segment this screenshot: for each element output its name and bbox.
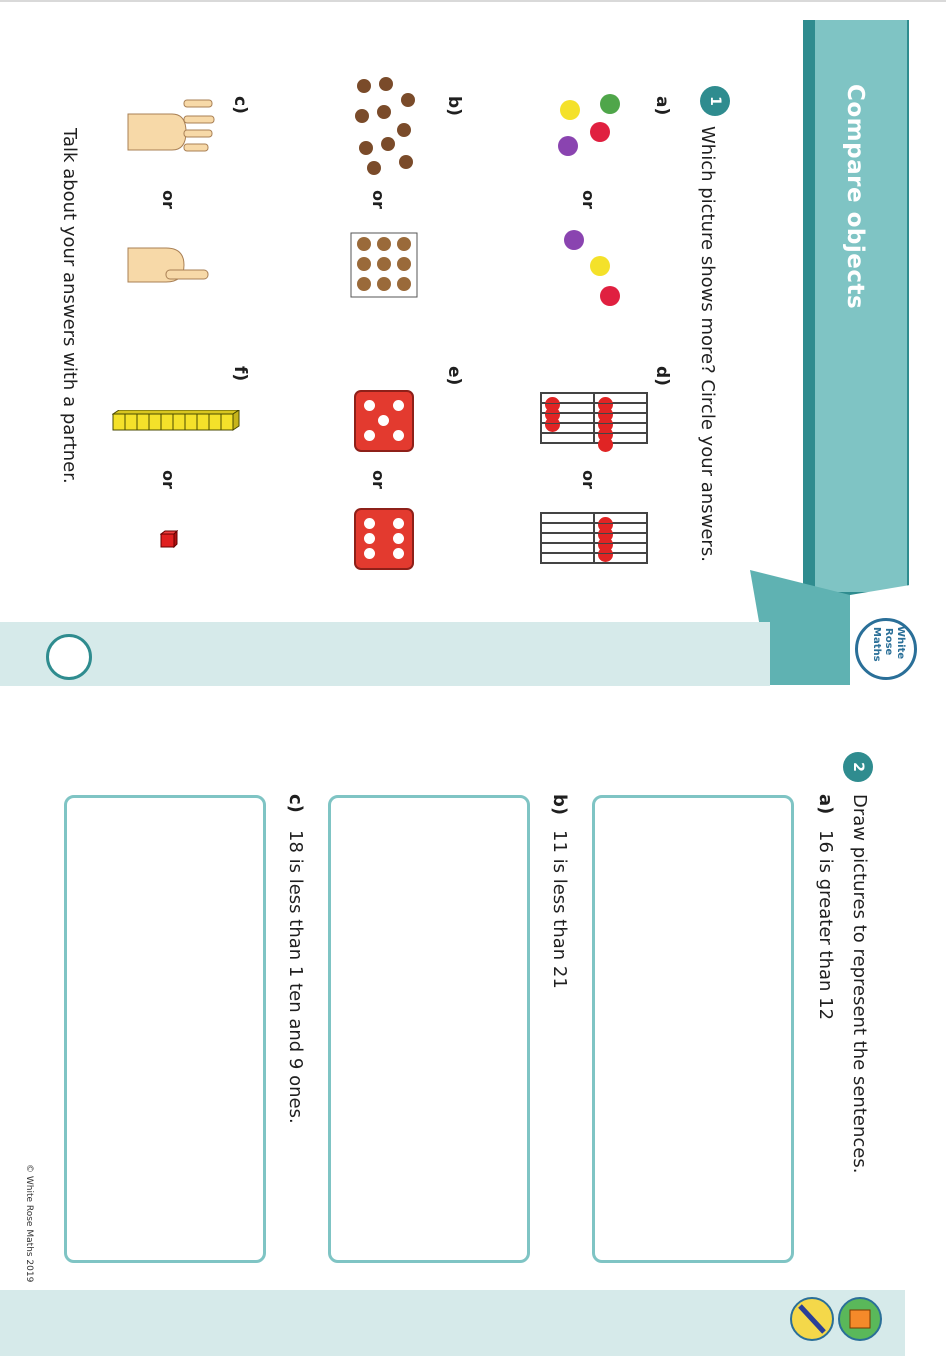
ten-frame-cell xyxy=(541,423,594,433)
q1-label-e: e) xyxy=(444,366,464,386)
ten-frame-cell xyxy=(541,513,594,523)
dice-five-icon xyxy=(354,390,414,452)
question-1-text: Which picture shows more? Circle your answers. xyxy=(697,126,718,562)
q1c-or: or xyxy=(159,190,178,209)
ten-frame-cell xyxy=(541,553,594,563)
ten-frame-cell xyxy=(541,403,594,413)
q1b-or: or xyxy=(369,190,388,209)
logo-text-white: White xyxy=(895,626,906,660)
q1e-or: or xyxy=(369,470,388,489)
dice-pip xyxy=(393,518,404,529)
ten-frame-cell xyxy=(594,423,647,433)
dice-pip xyxy=(364,548,375,559)
page1-footer-band xyxy=(0,622,770,686)
q1a-or: or xyxy=(579,190,598,209)
ten-frame-d-right xyxy=(540,512,648,564)
bears-group-a-right-icon xyxy=(556,224,636,310)
q2-text-c: 18 is less than 1 ten and 9 ones. xyxy=(285,830,306,1124)
ten-frame-cell xyxy=(594,533,647,543)
speech-bubble-icon xyxy=(46,634,92,680)
dice-pip xyxy=(364,430,375,441)
bears-group-a-left-icon xyxy=(550,90,634,166)
copyright-text: © White Rose Maths 2019 xyxy=(24,1164,34,1283)
q2-text-a: 16 is greater than 12 xyxy=(815,830,836,1021)
q1-label-a: a) xyxy=(652,96,672,116)
muffins-scattered-icon xyxy=(352,76,420,176)
question-2-number: 2 xyxy=(843,752,873,782)
open-hand-icon xyxy=(126,96,216,168)
q2-label-b: b) xyxy=(549,794,570,816)
logo-text-rose: Rose xyxy=(883,628,894,656)
ten-frame-cell xyxy=(541,433,594,443)
q1-label-d: d) xyxy=(652,366,672,386)
dice-pip xyxy=(393,548,404,559)
q1-label-b: b) xyxy=(444,96,464,116)
q1f-or: or xyxy=(159,470,178,489)
dice-pip xyxy=(393,400,404,411)
talk-prompt: Talk about your answers with a partner. xyxy=(59,128,80,484)
ten-frame-cell xyxy=(541,533,594,543)
ten-frame-cell xyxy=(594,543,647,553)
page-title: Compare objects xyxy=(842,84,868,310)
dice-pip xyxy=(364,400,375,411)
dice-six-icon xyxy=(354,508,414,570)
ten-frame-cell xyxy=(541,523,594,533)
answer-box-a[interactable] xyxy=(592,795,794,1263)
q2-text-b: 11 is less than 21 xyxy=(549,830,570,989)
ten-frame-cell xyxy=(594,513,647,523)
pencil-icon xyxy=(790,1296,834,1342)
ten-frame-cell xyxy=(594,553,647,563)
ten-frame-cell xyxy=(594,413,647,423)
dice-pip xyxy=(364,533,375,544)
ten-frame-cell xyxy=(541,393,594,403)
ten-frame-cell xyxy=(594,523,647,533)
ten-frame-d-left xyxy=(540,392,648,444)
muffin-tray-icon xyxy=(350,232,418,298)
dice-pip xyxy=(393,430,404,441)
q1-label-c: c) xyxy=(230,96,250,114)
q1-label-f: f) xyxy=(230,366,250,382)
page2-footer-band xyxy=(0,1290,905,1356)
ten-frame-cell xyxy=(594,403,647,413)
q1d-or: or xyxy=(579,470,598,489)
ten-frame-cell xyxy=(541,413,594,423)
cubes-icon xyxy=(838,1296,882,1342)
pointing-hand-icon xyxy=(126,240,210,290)
ten-rod-icon xyxy=(112,410,242,432)
question-2-text: Draw pictures to represent the sentences. xyxy=(849,794,870,1174)
page-top-border xyxy=(0,0,946,2)
answer-box-b[interactable] xyxy=(328,795,530,1263)
ten-frame-cell xyxy=(541,543,594,553)
dice-pip xyxy=(378,415,389,426)
dice-pip xyxy=(364,518,375,529)
ten-frame-cell xyxy=(594,393,647,403)
q2-label-a: a) xyxy=(815,794,836,815)
q2-label-c: c) xyxy=(285,794,306,813)
question-1-number: 1 xyxy=(700,86,730,116)
ten-frame-cell xyxy=(594,433,647,443)
logo-text-maths: Maths xyxy=(871,627,882,662)
single-cube-icon xyxy=(160,530,178,548)
answer-box-c[interactable] xyxy=(64,795,266,1263)
dice-pip xyxy=(393,533,404,544)
